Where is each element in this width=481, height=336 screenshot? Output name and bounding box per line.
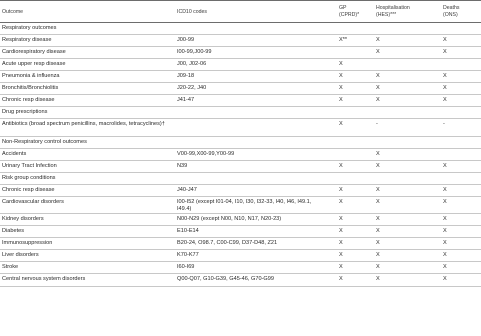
table-header [0,0,481,23]
row-gp-mark: X [339,252,343,258]
row-gp-mark: X [339,199,343,205]
row-hospitalisation-mark: X [376,240,380,246]
row-outcome: Chronic resp disease [2,97,55,103]
row-icd10-codes: E10-E14 [177,228,199,234]
table-row [0,95,481,107]
row-hospitalisation-mark: X [376,216,380,222]
row-outcome: Acute upper resp disease [2,61,66,67]
row-hospitalisation-mark: X [376,252,380,258]
row-gp-mark: X** [339,37,348,43]
table-row [0,47,481,59]
row-icd10-codes: J41-47 [177,97,195,103]
row-hospitalisation-mark: X [376,187,380,193]
row-deaths-mark: X [443,85,447,91]
row-deaths-mark: X [443,163,447,169]
row-icd10-codes: I60-I69 [177,264,195,270]
table-row [0,274,481,287]
row-gp-mark: X [339,216,343,222]
row-gp-mark: X [339,61,343,67]
row-outcome: Stroke [2,264,19,270]
row-outcome: Cardiorespiratory disease [2,49,66,55]
row-outcome: Bronchitis/Bronchiolitis [2,85,59,91]
header-deaths-ons: Deaths (ONS) [443,5,460,18]
row-outcome: Central nervous system disorders [2,276,86,282]
row-icd10-codes: J20-22, J40 [177,85,207,91]
row-gp-mark: X [339,264,343,270]
table-row [0,83,481,95]
row-deaths-mark: X [443,73,447,79]
table-row [0,119,481,137]
row-deaths-mark: X [443,276,447,282]
row-icd10-codes: N39 [177,163,188,169]
table-row [0,238,481,250]
row-deaths-mark: X [443,252,447,258]
row-outcome: Antibiotics (broad spectrum penicillins, macrolides, tetracyclines)† [2,121,165,127]
row-hospitalisation-mark: X [376,199,380,205]
table-row [0,197,481,214]
row-deaths-mark: X [443,97,447,103]
row-gp-mark: X [339,97,343,103]
row-outcome: Drug prescriptions [2,109,48,115]
row-outcome: Pneumonia & influenza [2,73,60,79]
row-icd10-codes: V00-99,X00-99,Y00-99 [177,151,235,157]
row-icd10-codes: K70-K77 [177,252,199,258]
row-gp-mark: X [339,163,343,169]
row-hospitalisation-mark: X [376,37,380,43]
row-icd10-codes: Q00-Q07, G10-G39, G45-46, G70-G99 [177,276,275,282]
table-row [0,214,481,226]
table-row [0,173,481,185]
row-outcome: Liver disorders [2,252,39,258]
row-outcome: Kidney disorders [2,216,44,222]
row-outcome: Chronic resp disease [2,187,55,193]
row-outcome: Risk group conditions [2,175,56,181]
row-gp-mark: X [339,240,343,246]
row-outcome: Urinary Tract Infection [2,163,57,169]
row-outcome: Diabetes [2,228,25,234]
row-icd10-codes: N00-N29 (except N00, N10, N17, N20-23) [177,216,282,222]
row-hospitalisation-mark: X [376,163,380,169]
table-row [0,149,481,161]
row-icd10-codes: J40-J47 [177,187,197,193]
row-icd10-codes: I00-I52 (except I01-04, I10, I30, I32-33, I40, I46, I49.1, I49.4) [177,199,312,212]
row-gp-mark: X [339,121,343,127]
row-hospitalisation-mark: X [376,151,380,157]
row-gp-mark: X [339,228,343,234]
table-row [0,226,481,238]
table-row [0,250,481,262]
table-row [0,161,481,173]
header-hospitalisation-hes: Hospitalisation (HES)*** [376,5,410,18]
row-deaths-mark: - [443,121,445,127]
row-icd10-codes: J00, J02-06 [177,61,207,67]
row-outcome: Respiratory disease [2,37,52,43]
row-icd10-codes: J09-18 [177,73,195,79]
row-outcome: Non-Respiratory control outcomes [2,139,87,145]
table-row [0,185,481,197]
row-deaths-mark: X [443,187,447,193]
header-outcome: Outcome [2,9,24,15]
row-icd10-codes: B20-24, O98.7, C00-C99, D37-D48, Z21 [177,240,278,246]
row-deaths-mark: X [443,37,447,43]
row-gp-mark: X [339,187,343,193]
row-gp-mark: X [339,276,343,282]
header-gp-cprd: GP (CPRD)* [339,5,360,18]
row-outcome: Immunosuppression [2,240,53,246]
row-deaths-mark: X [443,264,447,270]
table-row [0,107,481,119]
row-deaths-mark: X [443,216,447,222]
table-row [0,262,481,274]
table-row [0,23,481,35]
row-hospitalisation-mark: - [376,121,378,127]
row-hospitalisation-mark: X [376,73,380,79]
table-row [0,35,481,47]
header-icd10-codes: ICD10 codes [177,9,207,15]
row-gp-mark: X [339,73,343,79]
row-gp-mark: X [339,85,343,91]
table-row [0,71,481,83]
row-deaths-mark: X [443,199,447,205]
row-deaths-mark: X [443,228,447,234]
row-deaths-mark: X [443,240,447,246]
row-icd10-codes: J00-99 [177,37,195,43]
row-hospitalisation-mark: X [376,276,380,282]
row-icd10-codes: I00-99,J00-99 [177,49,212,55]
row-hospitalisation-mark: X [376,97,380,103]
row-hospitalisation-mark: X [376,228,380,234]
row-hospitalisation-mark: X [376,264,380,270]
row-hospitalisation-mark: X [376,85,380,91]
table-row [0,137,481,149]
row-outcome: Respiratory outcomes [2,25,57,31]
row-hospitalisation-mark: X [376,49,380,55]
row-outcome: Accidents [2,151,27,157]
table-row [0,59,481,71]
row-deaths-mark: X [443,49,447,55]
row-outcome: Cardiovascular disorders [2,199,64,205]
